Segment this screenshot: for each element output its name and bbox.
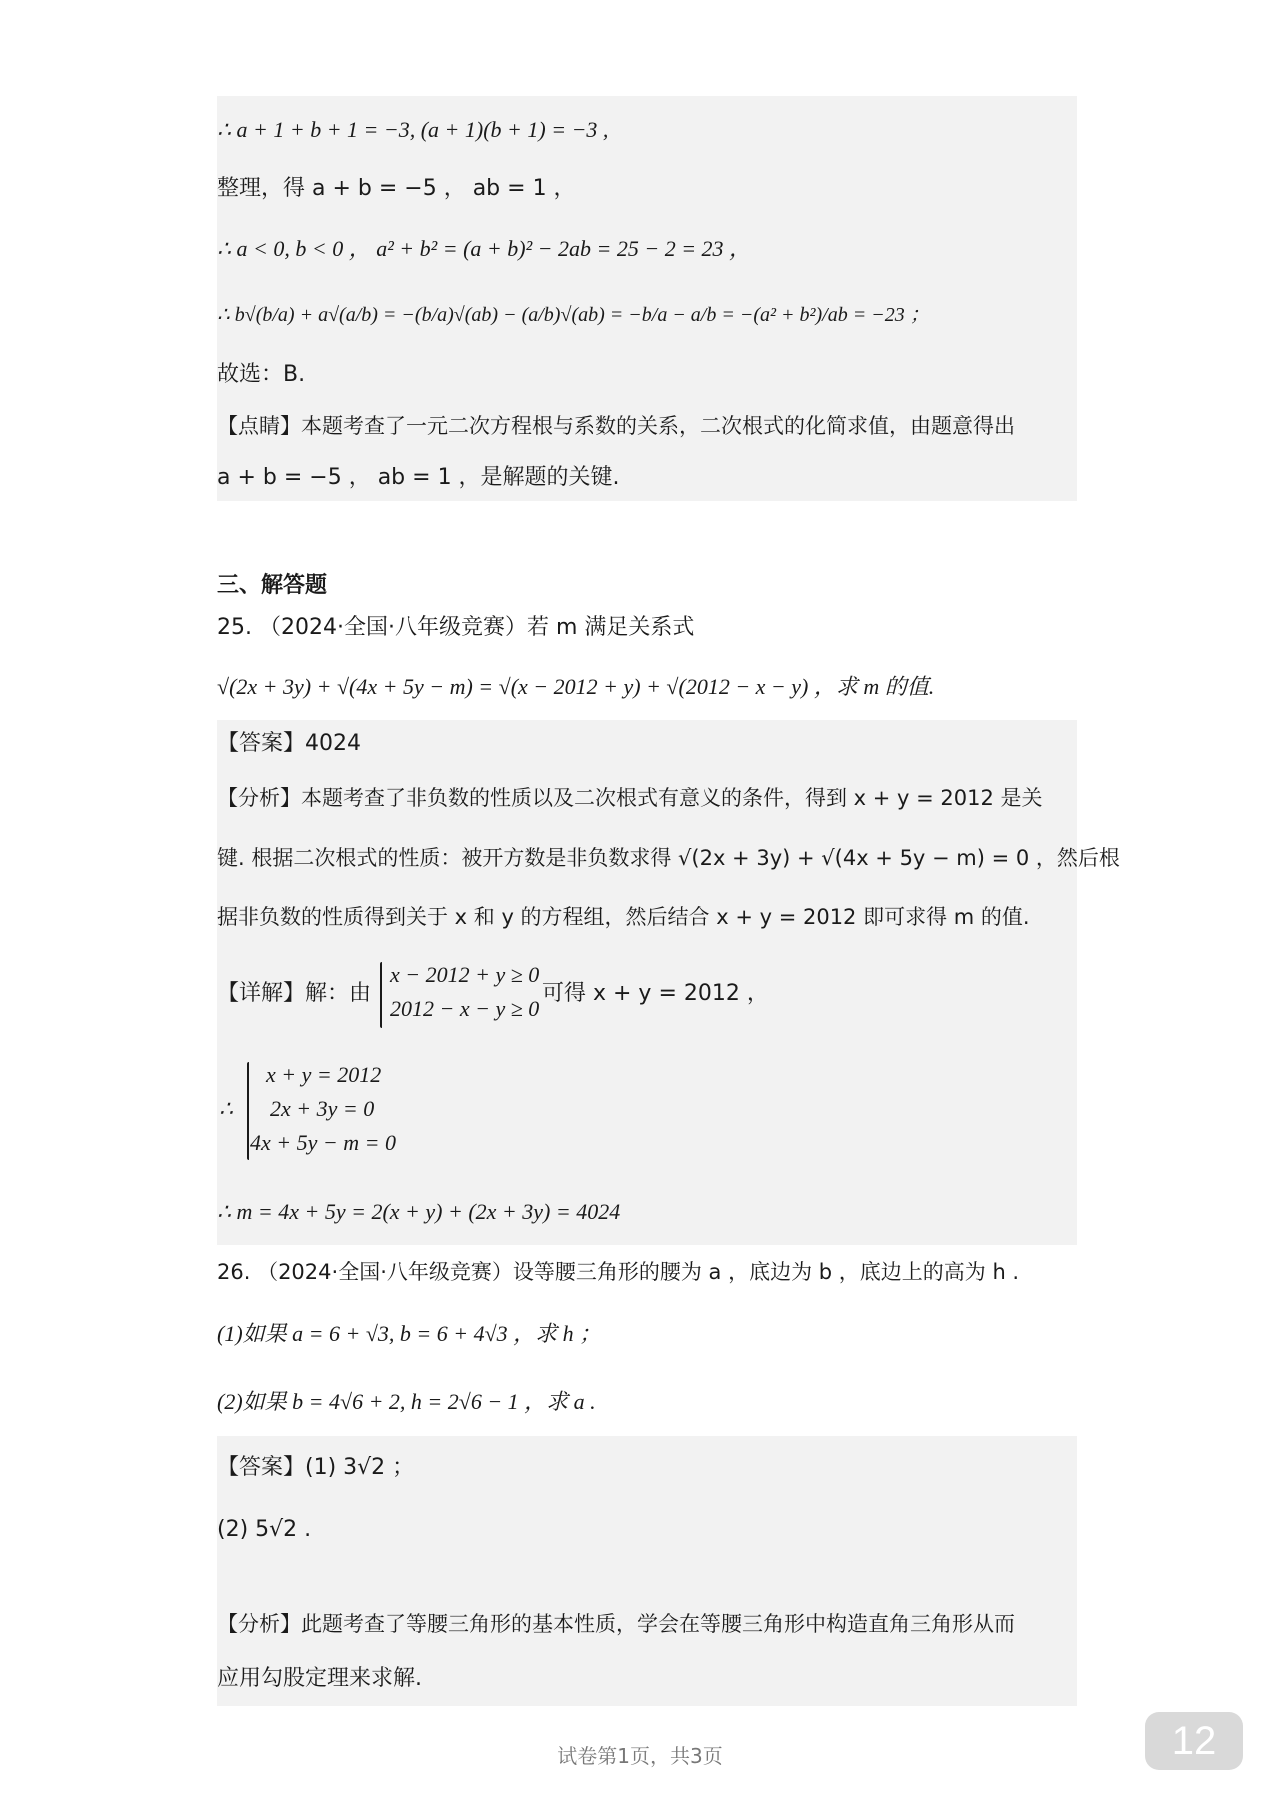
q26-analysis-1: 【分析】此题考查了等腰三角形的基本性质，学会在等腰三角形中构造直角三角形从而 [217,1612,1015,1636]
page-number-badge: 12 [1145,1712,1243,1770]
prev-line-2: 整理，得 a + b = −5 ， ab = 1 ， [217,176,576,201]
q25-final: ∴ m = 4x + 5y = 2(x + y) + (2x + 3y) = 4024 [217,1199,621,1224]
section-title: 三、解答题 [217,573,328,598]
q26-part-1: (1)如果 a = 6 + √3, b = 6 + 4√3 ，求 h ； [217,1321,602,1346]
page-footer: 试卷第1页，共3页 [557,1744,723,1768]
q25-detail-suffix: 可得 x + y = 2012 ， [542,981,769,1006]
prev-line-3: ∴ a < 0, b < 0 ， a² + b² = (a + b)² − 2ab = 25 − 2 = 23 ， [217,236,752,261]
q25-analysis-2: 键. 根据二次根式的性质：被开方数是非负数求得 √(2x + 3y) + √(4x + 5y − m) = 0 ，然后根 [217,846,1120,870]
q25-system-eq-1: x + y = 2012 [266,1062,382,1087]
q26-answer-2: (2) 5√2 . [217,1517,312,1542]
q25-therefore-symbol: ∴ [219,1096,233,1121]
q25-detail-prefix: 【详解】解：由 [217,981,372,1006]
q25-detail-brace [380,962,382,1028]
q25-equation: √(2x + 3y) + √(4x + 5y − m) = √(x − 2012 + y) + √(2012 − x − y) ，求 m 的值. [217,674,935,699]
q25-stem: 25. （2024·全国·八年级竞赛）若 m 满足关系式 [217,615,695,640]
prev-line-4: ∴ b√(b/a) + a√(a/b) = −(b/a)√(ab) − (a/b)√(ab) = −b/a − a/b = −(a² + b²)/ab = −23 ； [217,304,930,326]
q25-detail-condition-2: 2012 − x − y ≥ 0 [390,996,540,1021]
q25-detail-condition-1: x − 2012 + y ≥ 0 [390,962,540,987]
prev-remark-1: 【点睛】本题考查了一元二次方程根与系数的关系，二次根式的化简求值，由题意得出 [217,414,1015,438]
q26-answer-1: 【答案】(1) 3√2 ； [217,1455,415,1480]
prev-line-1: ∴ a + 1 + b + 1 = −3, (a + 1)(b + 1) = −3 , [217,117,609,142]
prev-line-5: 故选：B. [217,362,306,387]
q25-analysis-1: 【分析】本题考查了非负数的性质以及二次根式有意义的条件，得到 x + y = 2012 是关 [217,786,1043,810]
q26-part-2: (2)如果 b = 4√6 + 2, h = 2√6 − 1 ，求 a . [217,1389,596,1414]
q25-system-eq-3: 4x + 5y − m = 0 [250,1130,396,1155]
q25-answer: 【答案】4024 [217,731,361,756]
prev-remark-2: a + b = −5 ， ab = 1 ，是解题的关键. [217,465,620,490]
q25-analysis-3: 据非负数的性质得到关于 x 和 y 的方程组，然后结合 x + y = 2012 即可求得 m 的值. [217,905,1030,929]
q25-system-eq-2: 2x + 3y = 0 [270,1096,375,1121]
q25-system-brace [247,1062,249,1160]
q26-analysis-2: 应用勾股定理来求解. [217,1666,422,1691]
q26-stem: 26. （2024·全国·八年级竞赛）设等腰三角形的腰为 a ，底边为 b ，底边上的高为 h . [217,1260,1020,1284]
